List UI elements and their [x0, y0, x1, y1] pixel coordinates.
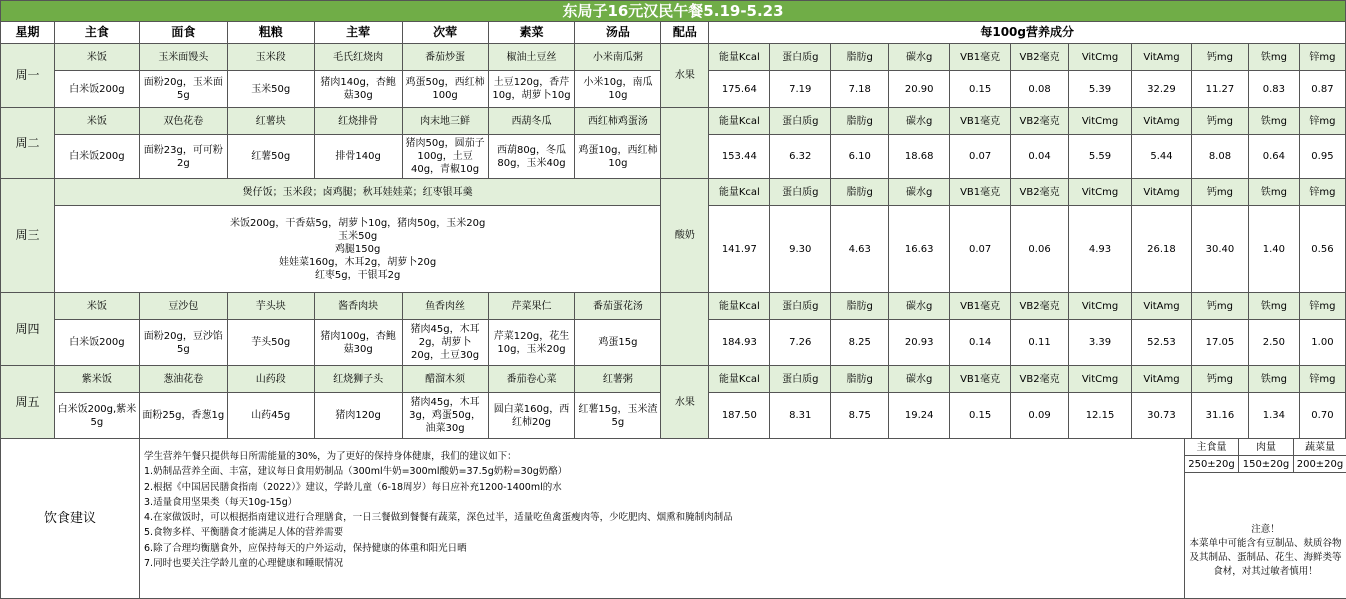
nutrition-value[interactable]: 6.10	[831, 135, 889, 179]
nutrition-label: 蛋白质g	[770, 44, 831, 71]
nutrition-value[interactable]: 7.19	[770, 71, 831, 108]
nutrition-label: VitAmg	[1132, 44, 1192, 71]
nutrition-label: 脂肪g	[831, 179, 889, 206]
nutrition-value[interactable]: 153.44	[709, 135, 770, 179]
nutrition-label: VB1毫克	[950, 44, 1011, 71]
quantity-cell[interactable]: 猪肉120g	[314, 393, 402, 439]
notice-text: 本菜单中可能含有豆制品、麸质谷物及其制品、蛋制品、花生、海鲜类等食材，对其过敏者慎用！	[1187, 537, 1344, 579]
advice-line: 5.食物多样、平衡膳食才能满足人体的营养需要	[144, 525, 1180, 540]
side-cell[interactable]	[661, 293, 709, 366]
quantity-cell[interactable]: 猪肉50g，圆茄子100g，土豆40g，青椒10g	[402, 135, 488, 179]
nutrition-value[interactable]: 7.26	[770, 320, 831, 366]
day-label: 周三	[1, 179, 55, 293]
nutrition-value[interactable]: 20.90	[889, 71, 950, 108]
nutrition-value[interactable]: 30.73	[1132, 393, 1192, 439]
nutrition-label: VB2毫克	[1011, 108, 1069, 135]
portion-header: 蔬菜量	[1294, 439, 1346, 456]
dish-cell[interactable]: 小米南瓜粥	[575, 44, 661, 71]
day-label: 周一	[1, 44, 55, 108]
side-cell[interactable]: 水果	[661, 366, 709, 439]
advice-table	[0, 438, 1346, 599]
nutrition-value[interactable]: 3.39	[1069, 320, 1132, 366]
nutrition-label: 铁mg	[1248, 366, 1299, 393]
nutrition-label: 蛋白质g	[770, 293, 831, 320]
nutrition-label: VitAmg	[1132, 366, 1192, 393]
nutrition-value[interactable]: 0.07	[950, 135, 1011, 179]
quantity-cell[interactable]: 面粉23g，可可粉2g	[139, 135, 227, 179]
nutrition-value[interactable]: 0.07	[950, 206, 1011, 293]
nutrition-value[interactable]: 0.87	[1299, 71, 1345, 108]
nutrition-value[interactable]: 2.50	[1248, 320, 1299, 366]
advice-line: 2.根据《中国居民膳食指南（2022）》建议，学龄儿童（6-18周岁）每日应补充1200-1400ml的水	[144, 480, 1180, 495]
dish-cell[interactable]: 红薯块	[227, 108, 314, 135]
nutrition-value[interactable]: 6.32	[770, 135, 831, 179]
day-label: 周五	[1, 366, 55, 439]
nutrition-label: 蛋白质g	[770, 108, 831, 135]
nutrition-value[interactable]: 16.63	[889, 206, 950, 293]
nutrition-label: 蛋白质g	[770, 366, 831, 393]
advice-line: 3.适量食用坚果类（每天10g-15g）	[144, 495, 1180, 510]
day-label: 周四	[1, 293, 55, 366]
nutrition-label: 钙mg	[1191, 108, 1248, 135]
nutrition-label: 脂肪g	[831, 366, 889, 393]
nutrition-value[interactable]: 141.97	[709, 206, 770, 293]
nutrition-value[interactable]: 31.16	[1191, 393, 1248, 439]
quantity-cell[interactable]: 小米10g，南瓜10g	[575, 71, 661, 108]
nutrition-label: VitCmg	[1069, 108, 1132, 135]
nutrition-value[interactable]: 187.50	[709, 393, 770, 439]
side-cell[interactable]	[661, 108, 709, 179]
quantity-line: 米饭200g，干香菇5g，胡萝卜10g，猪肉50g，玉米20g	[57, 217, 658, 230]
quantity-cell[interactable]: 排骨140g	[314, 135, 402, 179]
nutrition-label: VB2毫克	[1011, 366, 1069, 393]
nutrition-value[interactable]: 0.64	[1248, 135, 1299, 179]
nutrition-label: 锌mg	[1299, 44, 1345, 71]
nutrition-label: 铁mg	[1248, 44, 1299, 71]
nutrition-value[interactable]: 11.27	[1191, 71, 1248, 108]
advice-line: 1.奶制品营养全面、丰富，建议每日食用奶制品（300ml牛奶=300ml酸奶=37.5g奶粉=30g奶酪）	[144, 464, 1180, 479]
nutrition-label: 能量Kcal	[709, 366, 770, 393]
nutrition-value[interactable]: 4.93	[1069, 206, 1132, 293]
quantity-cell[interactable]: 白米饭200g,紫米5g	[54, 393, 139, 439]
combined-dish-cell[interactable]: 煲仔饭；玉米段；卤鸡腿；秋耳娃娃菜；红枣银耳羹	[54, 179, 660, 206]
nutrition-value[interactable]: 18.68	[889, 135, 950, 179]
advice-line: 6.除了合理均衡膳食外，应保持每天的户外运动，保持健康的体重和阳光日晒	[144, 541, 1180, 556]
advice-line: 4.在家做饭时，可以根据指南建议进行合理膳食，一日三餐做到餐餐有蔬菜，深色过半，适量吃鱼禽蛋瘦肉等，少吃肥肉、烟熏和腌制肉制品	[144, 510, 1180, 525]
nutrition-value[interactable]: 4.63	[831, 206, 889, 293]
nutrition-value[interactable]: 7.18	[831, 71, 889, 108]
quantity-cell[interactable]: 面粉20g，玉米面5g	[139, 71, 227, 108]
portion-value[interactable]: 150±20g	[1239, 456, 1294, 473]
nutrition-label: 锌mg	[1299, 179, 1345, 206]
nutrition-label: 能量Kcal	[709, 44, 770, 71]
quantity-cell[interactable]: 猪肉45g，木耳2g，胡萝卜20g，土豆30g	[402, 320, 488, 366]
nutrition-value[interactable]: 30.40	[1191, 206, 1248, 293]
dish-cell[interactable]: 鱼香肉丝	[402, 293, 488, 320]
dish-cell[interactable]: 芋头块	[227, 293, 314, 320]
nutrition-label: 钙mg	[1191, 293, 1248, 320]
quantity-cell[interactable]: 猪肉45g，木耳3g，鸡蛋50g，油菜30g	[402, 393, 488, 439]
quantity-cell[interactable]: 猪肉140g，杏鲍菇30g	[314, 71, 402, 108]
nutrition-value[interactable]: 17.05	[1191, 320, 1248, 366]
nutrition-value[interactable]: 0.83	[1248, 71, 1299, 108]
nutrition-value[interactable]: 1.34	[1248, 393, 1299, 439]
header-second-meat: 次荤	[402, 22, 488, 44]
nutrition-label: VB1毫克	[950, 293, 1011, 320]
notice-title: 注意！	[1187, 523, 1344, 537]
nutrition-label: 铁mg	[1248, 179, 1299, 206]
advice-line: 7.同时也要关注学龄儿童的心理健康和睡眠情况	[144, 556, 1180, 571]
nutrition-label: 锌mg	[1299, 366, 1345, 393]
nutrition-label: VB1毫克	[950, 179, 1011, 206]
header-day: 星期	[1, 22, 55, 44]
nutrition-label: 钙mg	[1191, 44, 1248, 71]
nutrition-value[interactable]: 5.44	[1132, 135, 1192, 179]
nutrition-value[interactable]: 0.15	[950, 393, 1011, 439]
nutrition-value[interactable]: 5.59	[1069, 135, 1132, 179]
nutrition-value[interactable]: 0.11	[1011, 320, 1069, 366]
nutrition-label: VB2毫克	[1011, 44, 1069, 71]
nutrition-value[interactable]: 0.95	[1299, 135, 1345, 179]
nutrition-value[interactable]: 1.00	[1299, 320, 1345, 366]
nutrition-label: 碳水g	[889, 179, 950, 206]
nutrition-label: VB1毫克	[950, 366, 1011, 393]
nutrition-label: VB1毫克	[950, 108, 1011, 135]
nutrition-value[interactable]: 32.29	[1132, 71, 1192, 108]
nutrition-label: 碳水g	[889, 366, 950, 393]
header-main-meat: 主荤	[314, 22, 402, 44]
quantity-cell[interactable]: 面粉25g，香葱1g	[139, 393, 227, 439]
quantity-cell[interactable]: 红薯50g	[227, 135, 314, 179]
nutrition-label: VB2毫克	[1011, 293, 1069, 320]
quantity-cell[interactable]: 猪肉100g，杏鲍菇30g	[314, 320, 402, 366]
advice-line: 学生营养午餐只提供每日所需能量的30%，为了更好的保持身体健康，我们的建议如下：	[144, 449, 1180, 464]
dish-cell[interactable]: 双色花卷	[139, 108, 227, 135]
quantity-line: 红枣5g，干银耳2g	[57, 269, 658, 282]
nutrition-value[interactable]: 9.30	[770, 206, 831, 293]
header-vegetable: 素菜	[488, 22, 575, 44]
quantity-cell[interactable]: 圆白菜160g，西红柿20g	[488, 393, 575, 439]
nutrition-label: 铁mg	[1248, 108, 1299, 135]
nutrition-label: VitAmg	[1132, 293, 1192, 320]
nutrition-label: 能量Kcal	[709, 108, 770, 135]
dish-cell[interactable]: 玉米面馒头	[139, 44, 227, 71]
dish-cell[interactable]: 红烧排骨	[314, 108, 402, 135]
nutrition-label: 碳水g	[889, 293, 950, 320]
dish-cell[interactable]: 番茄卷心菜	[488, 366, 575, 393]
day-label: 周二	[1, 108, 55, 179]
quantity-cell[interactable]: 白米饭200g	[54, 320, 139, 366]
dish-cell[interactable]: 芹菜果仁	[488, 293, 575, 320]
side-cell[interactable]: 酸奶	[661, 179, 709, 293]
combined-quantity-cell[interactable]	[54, 206, 660, 293]
quantity-cell[interactable]: 白米饭200g	[54, 135, 139, 179]
nutrition-value[interactable]: 0.14	[950, 320, 1011, 366]
portion-header: 主食量	[1185, 439, 1239, 456]
nutrition-value[interactable]: 0.06	[1011, 206, 1069, 293]
nutrition-label: 蛋白质g	[770, 179, 831, 206]
quantity-line: 玉米50g	[57, 230, 658, 243]
quantity-cell[interactable]: 白米饭200g	[54, 71, 139, 108]
nutrition-label: 碳水g	[889, 44, 950, 71]
nutrition-label: 钙mg	[1191, 366, 1248, 393]
dish-cell[interactable]: 醋溜木须	[402, 366, 488, 393]
nutrition-label: VitCmg	[1069, 179, 1132, 206]
dish-cell[interactable]: 红薯粥	[575, 366, 661, 393]
quantity-cell[interactable]: 芹菜120g，花生10g，玉米20g	[488, 320, 575, 366]
dish-cell[interactable]: 山药段	[227, 366, 314, 393]
nutrition-value[interactable]: 19.24	[889, 393, 950, 439]
dish-cell[interactable]: 玉米段	[227, 44, 314, 71]
header-soup: 汤品	[575, 22, 661, 44]
advice-text[interactable]	[140, 439, 1185, 599]
quantity-line: 娃娃菜160g，木耳2g，胡萝卜20g	[57, 256, 658, 269]
dish-cell[interactable]: 酱香肉块	[314, 293, 402, 320]
dish-cell[interactable]: 米饭	[54, 293, 139, 320]
dish-cell[interactable]: 葱油花卷	[139, 366, 227, 393]
nutrition-label: 钙mg	[1191, 179, 1248, 206]
dish-cell[interactable]: 米饭	[54, 108, 139, 135]
nutrition-label: 脂肪g	[831, 108, 889, 135]
quantity-cell[interactable]: 鸡蛋10g，西红柿10g	[575, 135, 661, 179]
nutrition-label: VB2毫克	[1011, 179, 1069, 206]
nutrition-value[interactable]: 52.53	[1132, 320, 1192, 366]
dish-cell[interactable]: 红烧狮子头	[314, 366, 402, 393]
portion-value[interactable]: 200±20g	[1294, 456, 1346, 473]
portion-header: 肉量	[1239, 439, 1294, 456]
menu-title: 东局子16元汉民午餐5.19-5.23	[1, 1, 1346, 22]
header-side: 配品	[661, 22, 709, 44]
dish-cell[interactable]: 紫米饭	[54, 366, 139, 393]
nutrition-value[interactable]: 8.75	[831, 393, 889, 439]
nutrition-label: 锌mg	[1299, 108, 1345, 135]
quantity-cell[interactable]: 面粉20g，豆沙馅5g	[139, 320, 227, 366]
allergy-notice[interactable]	[1185, 473, 1346, 599]
quantity-cell[interactable]: 玉米50g	[227, 71, 314, 108]
nutrition-label: 脂肪g	[831, 44, 889, 71]
nutrition-label: VitCmg	[1069, 44, 1132, 71]
nutrition-value[interactable]: 0.04	[1011, 135, 1069, 179]
header-grain: 粗粮	[227, 22, 314, 44]
nutrition-label: VitAmg	[1132, 108, 1192, 135]
quantity-cell[interactable]: 土豆120g，香芹10g，胡萝卜10g	[488, 71, 575, 108]
dish-cell[interactable]: 西红柿鸡蛋汤	[575, 108, 661, 135]
dish-cell[interactable]: 豆沙包	[139, 293, 227, 320]
nutrition-value[interactable]: 26.18	[1132, 206, 1192, 293]
quantity-cell[interactable]: 西葫80g，冬瓜80g，玉米40g	[488, 135, 575, 179]
nutrition-label: 能量Kcal	[709, 293, 770, 320]
nutrition-value[interactable]: 0.56	[1299, 206, 1345, 293]
dish-cell[interactable]: 番茄炒蛋	[402, 44, 488, 71]
nutrition-label: 能量Kcal	[709, 179, 770, 206]
nutrition-value[interactable]: 12.15	[1069, 393, 1132, 439]
header-nutrition: 每100g营养成分	[709, 22, 1346, 44]
nutrition-label: VitCmg	[1069, 293, 1132, 320]
nutrition-value[interactable]: 0.70	[1299, 393, 1345, 439]
quantity-cell[interactable]: 红薯15g，玉米渣5g	[575, 393, 661, 439]
nutrition-value[interactable]: 20.93	[889, 320, 950, 366]
header-pastry: 面食	[139, 22, 227, 44]
dish-cell[interactable]: 西葫冬瓜	[488, 108, 575, 135]
quantity-cell[interactable]: 山药45g	[227, 393, 314, 439]
quantity-cell[interactable]: 芋头50g	[227, 320, 314, 366]
nutrition-value[interactable]: 8.25	[831, 320, 889, 366]
nutrition-label: 碳水g	[889, 108, 950, 135]
nutrition-value[interactable]: 175.64	[709, 71, 770, 108]
dish-cell[interactable]: 米饭	[54, 44, 139, 71]
nutrition-label: 锌mg	[1299, 293, 1345, 320]
quantity-line: 鸡腿150g	[57, 243, 658, 256]
nutrition-value[interactable]: 184.93	[709, 320, 770, 366]
nutrition-value[interactable]: 8.08	[1191, 135, 1248, 179]
nutrition-label: VitAmg	[1132, 179, 1192, 206]
nutrition-label: 铁mg	[1248, 293, 1299, 320]
nutrition-value[interactable]: 0.08	[1011, 71, 1069, 108]
dish-cell[interactable]: 椒油土豆丝	[488, 44, 575, 71]
header-staple: 主食	[54, 22, 139, 44]
nutrition-value[interactable]: 1.40	[1248, 206, 1299, 293]
side-cell[interactable]: 水果	[661, 44, 709, 108]
dish-cell[interactable]: 番茄蛋花汤	[575, 293, 661, 320]
advice-label: 饮食建议	[1, 439, 140, 599]
dish-cell[interactable]: 毛氏红烧肉	[314, 44, 402, 71]
nutrition-label: VitCmg	[1069, 366, 1132, 393]
portion-value[interactable]: 250±20g	[1185, 456, 1239, 473]
quantity-cell[interactable]: 鸡蛋15g	[575, 320, 661, 366]
nutrition-label: 脂肪g	[831, 293, 889, 320]
nutrition-value[interactable]: 8.31	[770, 393, 831, 439]
dish-cell[interactable]: 肉末地三鲜	[402, 108, 488, 135]
nutrition-value[interactable]: 5.39	[1069, 71, 1132, 108]
nutrition-value[interactable]: 0.15	[950, 71, 1011, 108]
quantity-cell[interactable]: 鸡蛋50g，西红柿100g	[402, 71, 488, 108]
nutrition-value[interactable]: 0.09	[1011, 393, 1069, 439]
